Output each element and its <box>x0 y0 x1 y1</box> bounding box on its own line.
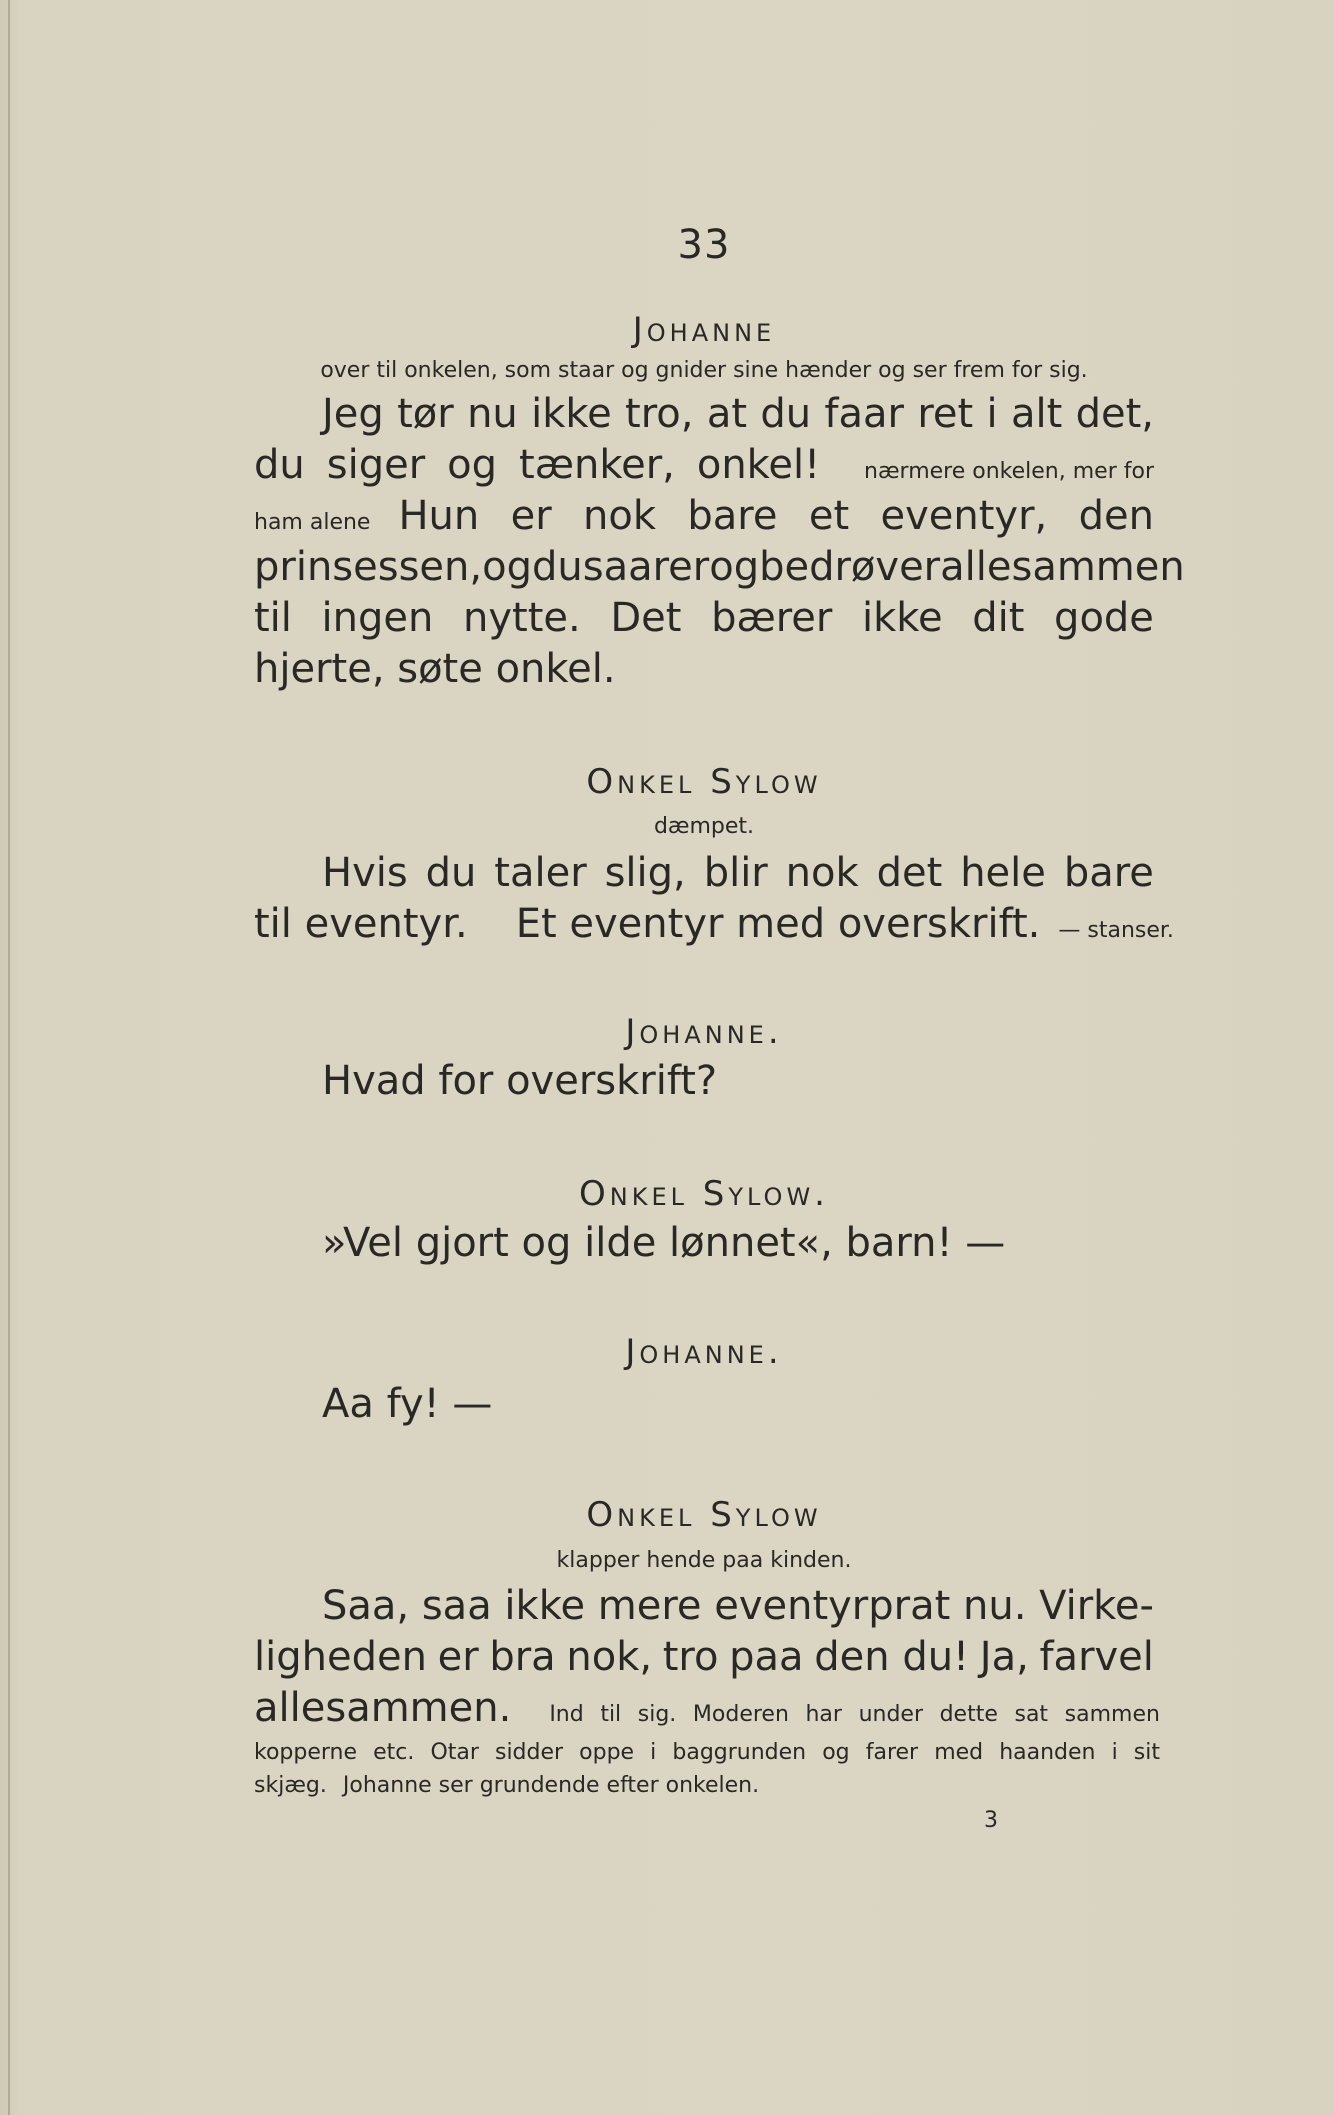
dialogue-line: allesammen. Ind til sig. Moderen har under dette sat sammen <box>254 1683 1160 1740</box>
inline-stage-direction: nærmere onkelen, mer for <box>864 459 1154 484</box>
inline-stage-direction: Ind til sig. Moderen har under dette sat sammen <box>549 1702 1160 1727</box>
stage-direction-line: kopperne etc. Otar sidder oppe i baggrunden og farer med haanden i sit <box>254 1740 1160 1765</box>
dialogue-line: ham alene Hun er nok bare et eventyr, den <box>254 491 1154 548</box>
dialogue-line: Aa fy! — <box>322 1381 493 1427</box>
page-edge <box>8 0 10 2115</box>
signature-mark: 3 <box>984 1808 998 1833</box>
dialogue-line: Hvis du taler slig, blir nok det hele bare <box>322 850 1154 896</box>
dialogue-line: du siger og tænker, onkel! nærmere onkelen, mer for <box>254 440 1154 497</box>
dialogue-line: hjerte, søte onkel. <box>254 646 616 692</box>
dialogue-line: ligheden er bra nok, tro paa den du! Ja, farvel <box>254 1634 1154 1680</box>
page-number: 33 <box>677 222 731 268</box>
stage-direction: klapper hende paa kinden. <box>556 1548 852 1573</box>
inline-stage-direction: — stanser. <box>1058 918 1174 943</box>
stage-direction: dæmpet. <box>653 814 755 839</box>
stage-direction: over til onkelen, som staar og gnider sine hænder og ser frem for sig. <box>320 358 1088 383</box>
stage-direction-line: skjæg. Johanne ser grundende efter onkelen. <box>254 1773 760 1798</box>
speaker-name: Johanne. <box>625 1332 783 1372</box>
dialogue-line: til ingen nytte. Det bærer ikke dit gode <box>254 595 1154 641</box>
dialogue-line: Saa, saa ikke mere eventyrprat nu. Virke- <box>322 1583 1154 1629</box>
speaker-name: Johanne <box>632 310 776 350</box>
inline-stage-direction: ham alene <box>254 510 371 535</box>
dialogue-line: »Vel gjort og ilde lønnet«, barn! — <box>322 1220 1006 1266</box>
speaker-name: Onkel Sylow <box>586 1495 822 1535</box>
dialogue-line: til eventyr. Et eventyr med overskrift. — stanser. <box>254 899 1154 956</box>
speaker-name: Onkel Sylow <box>586 762 822 802</box>
dialogue-line: prinsessen, og du saarer og bedrøver allesammen <box>254 544 1185 590</box>
dialogue-line: Jeg tør nu ikke tro, at du faar ret i alt det, <box>322 391 1154 437</box>
dialogue-line: Hvad for overskrift? <box>322 1058 718 1104</box>
speaker-name: Johanne. <box>625 1012 783 1052</box>
speaker-name: Onkel Sylow. <box>579 1174 829 1214</box>
